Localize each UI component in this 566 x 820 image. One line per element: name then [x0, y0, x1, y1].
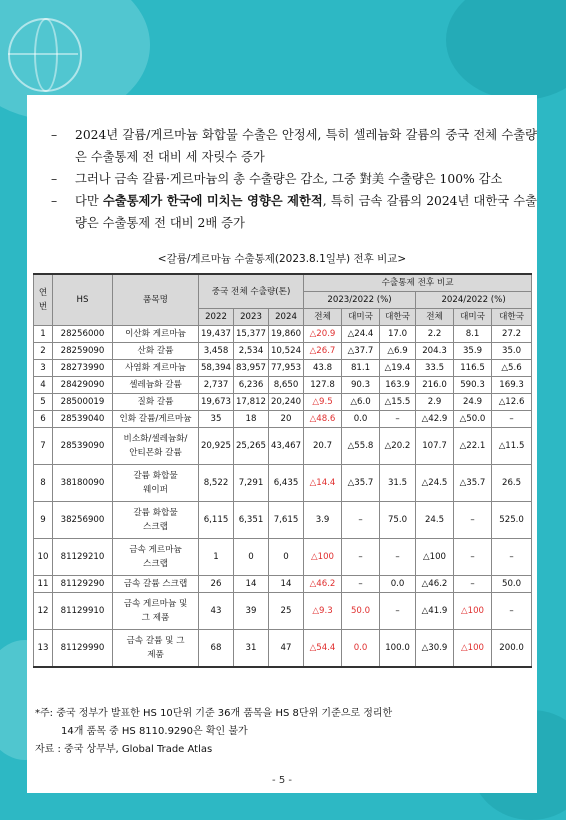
table-row: [34, 326, 532, 343]
cell-v2023: 18: [234, 411, 269, 428]
cell-a1: △100: [304, 539, 342, 576]
cell-v2022: 35: [199, 411, 234, 428]
cell-v2023: 17,812: [234, 394, 269, 411]
header-hs: HS: [53, 274, 113, 326]
cell-b2: △50.0: [454, 411, 492, 428]
cell-b1: –: [342, 502, 380, 539]
table-row: [34, 343, 532, 360]
cell-v2024: 43,467: [269, 428, 304, 465]
cell-b1: △6.0: [342, 394, 380, 411]
cell-a1: △9.3: [304, 593, 342, 630]
header-total-exports: 중국 전체 수출량(톤): [199, 274, 304, 309]
cell-v2024: 47: [269, 630, 304, 667]
cell-v2022: 19,673: [199, 394, 234, 411]
cell-v2023: 25,265: [234, 428, 269, 465]
cell-b2: △35.7: [454, 465, 492, 502]
cell-v2022: 2,737: [199, 377, 234, 394]
header-kr-2024: 대한국: [492, 309, 532, 326]
cell-a2: △100: [416, 539, 454, 576]
table-row: [34, 360, 532, 377]
header-period-2024: 2024/2022 (%): [416, 292, 532, 309]
cell-no: 2: [34, 343, 53, 360]
table-row: [34, 593, 532, 630]
cell-b2: △100: [454, 630, 492, 667]
cell-b1: 0.0: [342, 411, 380, 428]
cell-a2: 24.5: [416, 502, 454, 539]
cell-name: 금속 갈륨 스크랩: [113, 576, 199, 593]
cell-b1: △37.7: [342, 343, 380, 360]
cell-v2022: 19,437: [199, 326, 234, 343]
cell-hs: 81129910: [53, 593, 113, 630]
bullet-list: [51, 124, 537, 234]
table-row: [34, 428, 532, 465]
cell-v2024: 19,860: [269, 326, 304, 343]
cell-name: 인화 갈륨/게르마늄: [113, 411, 199, 428]
cell-a2: △41.9: [416, 593, 454, 630]
cell-hs: 28256000: [53, 326, 113, 343]
cell-hs: 28273990: [53, 360, 113, 377]
cell-v2023: 14: [234, 576, 269, 593]
cell-b1: 90.3: [342, 377, 380, 394]
cell-b1: 50.0: [342, 593, 380, 630]
cell-v2023: 0: [234, 539, 269, 576]
cell-hs: 81129290: [53, 576, 113, 593]
cell-hs: 28429090: [53, 377, 113, 394]
cell-a1: △20.9: [304, 326, 342, 343]
cell-b2: △22.1: [454, 428, 492, 465]
cell-name: 갈륨 화합물 스크랩: [113, 502, 199, 539]
cell-b2: 116.5: [454, 360, 492, 377]
cell-c2: 35.0: [492, 343, 532, 360]
cell-hs: 38256900: [53, 502, 113, 539]
cell-name: 금속 게르마늄 및 그 제품: [113, 593, 199, 630]
cell-c2: 27.2: [492, 326, 532, 343]
cell-no: 12: [34, 593, 53, 630]
cell-v2022: 20,925: [199, 428, 234, 465]
cell-v2023: 6,236: [234, 377, 269, 394]
document-page: [27, 95, 537, 793]
header-period-2023: 2023/2022 (%): [304, 292, 416, 309]
cell-name: 이산화 게르마늄: [113, 326, 199, 343]
cell-a2: 204.3: [416, 343, 454, 360]
page-number: - 5 -: [272, 775, 292, 786]
cell-hs: 81129990: [53, 630, 113, 667]
cell-b2: –: [454, 539, 492, 576]
table-note: [35, 705, 531, 759]
cell-a1: 3.9: [304, 502, 342, 539]
header-us-2024: 대미국: [454, 309, 492, 326]
cell-no: 10: [34, 539, 53, 576]
cell-a2: 2.2: [416, 326, 454, 343]
bullet-emphasis: 수출통제가 한국에 미치는 영향은 제한적: [102, 194, 323, 208]
cell-v2024: 6,435: [269, 465, 304, 502]
cell-b2: 35.9: [454, 343, 492, 360]
cell-v2024: 14: [269, 576, 304, 593]
cell-c2: –: [492, 539, 532, 576]
cell-hs: 28539040: [53, 411, 113, 428]
header-kr-2023: 대한국: [380, 309, 416, 326]
cell-a2: 216.0: [416, 377, 454, 394]
cell-v2022: 6,115: [199, 502, 234, 539]
cell-a2: 33.5: [416, 360, 454, 377]
cell-c1: 100.0: [380, 630, 416, 667]
cell-no: 6: [34, 411, 53, 428]
bullet-text: 2024년 갈륨/게르마늄 화합물 수출은 안정세, 특히 셀레늄화 갈륨의 중국 전체 수출량은 수출통제 전 대비 세 자릿수 증가: [75, 128, 537, 164]
header-year-2023: 2023: [234, 309, 269, 326]
cell-c1: △19.4: [380, 360, 416, 377]
cell-no: 11: [34, 576, 53, 593]
cell-c2: –: [492, 593, 532, 630]
cell-a2: △46.2: [416, 576, 454, 593]
cell-c2: 525.0: [492, 502, 532, 539]
cell-c2: △5.6: [492, 360, 532, 377]
cell-b1: △24.4: [342, 326, 380, 343]
cell-v2023: 83,957: [234, 360, 269, 377]
table-row: [34, 539, 532, 576]
cell-a2: △42.9: [416, 411, 454, 428]
cell-name: 갈륨 화합물 웨이퍼: [113, 465, 199, 502]
cell-c1: △15.5: [380, 394, 416, 411]
cell-b2: △100: [454, 593, 492, 630]
cell-c1: 75.0: [380, 502, 416, 539]
cell-c2: 200.0: [492, 630, 532, 667]
bullet-item: [51, 190, 537, 234]
bullet-text: , 특히 금속 갈륨의 2024년 대한국 수출량은 수출통제 전 대비 2배 증가: [75, 194, 537, 230]
table-row: [34, 502, 532, 539]
cell-no: 7: [34, 428, 53, 465]
cell-no: 3: [34, 360, 53, 377]
cell-a1: 43.8: [304, 360, 342, 377]
table-row: [34, 377, 532, 394]
cell-v2022: 1: [199, 539, 234, 576]
header-all-2024: 전체: [416, 309, 454, 326]
cell-hs: 81129210: [53, 539, 113, 576]
cell-b1: –: [342, 539, 380, 576]
cell-b1: △35.7: [342, 465, 380, 502]
cell-a1: △9.5: [304, 394, 342, 411]
header-no: 연번: [34, 274, 53, 326]
cell-v2022: 3,458: [199, 343, 234, 360]
cell-v2022: 68: [199, 630, 234, 667]
cell-v2022: 26: [199, 576, 234, 593]
bullet-item: [51, 124, 537, 168]
bullet-item: [51, 168, 537, 190]
cell-hs: 28500019: [53, 394, 113, 411]
bullet-dash: –: [51, 172, 58, 186]
cell-b1: 81.1: [342, 360, 380, 377]
table-row: [34, 411, 532, 428]
cell-b2: 24.9: [454, 394, 492, 411]
cell-b1: 0.0: [342, 630, 380, 667]
bullet-text: 그러나 금속 갈륨·게르마늄의 총 수출량은 감소, 그중 對美 수출량은 100% 감소: [75, 172, 503, 186]
cell-c2: △12.6: [492, 394, 532, 411]
cell-c1: –: [380, 411, 416, 428]
cell-c1: 31.5: [380, 465, 416, 502]
cell-v2023: 31: [234, 630, 269, 667]
background-shape: [446, 0, 566, 100]
cell-c1: –: [380, 593, 416, 630]
cell-c1: 0.0: [380, 576, 416, 593]
cell-name: 셀레늄화 갈륨: [113, 377, 199, 394]
note-line-1: *주: 중국 정부가 발표한 HS 10단위 기준 36개 품목을 HS 8단위 기준으로 정리한: [35, 708, 393, 719]
header-year-2024: 2024: [269, 309, 304, 326]
cell-name: 금속 갈륨 및 그 제품: [113, 630, 199, 667]
cell-v2024: 20: [269, 411, 304, 428]
cell-no: 1: [34, 326, 53, 343]
cell-b2: 8.1: [454, 326, 492, 343]
cell-a1: 20.7: [304, 428, 342, 465]
bullet-text: 다만: [75, 194, 103, 208]
cell-a2: 2.9: [416, 394, 454, 411]
table-row: [34, 630, 532, 667]
cell-b2: –: [454, 576, 492, 593]
cell-hs: 28259090: [53, 343, 113, 360]
cell-no: 13: [34, 630, 53, 667]
table-caption: <갈륨/게르마늄 수출통제(2023.8.1일부) 전후 비교>: [157, 253, 407, 265]
cell-v2024: 77,953: [269, 360, 304, 377]
cell-a1: △46.2: [304, 576, 342, 593]
cell-v2024: 7,615: [269, 502, 304, 539]
table-row: [34, 465, 532, 502]
cell-v2022: 58,394: [199, 360, 234, 377]
cell-v2022: 43: [199, 593, 234, 630]
header-year-2022: 2022: [199, 309, 234, 326]
cell-c1: –: [380, 539, 416, 576]
cell-name: 비소화/셀레늄화/ 안티몬화 갈륨: [113, 428, 199, 465]
cell-v2024: 10,524: [269, 343, 304, 360]
cell-v2024: 0: [269, 539, 304, 576]
cell-a2: △30.9: [416, 630, 454, 667]
cell-c1: △20.2: [380, 428, 416, 465]
source-line: 자료 : 중국 상무부, Global Trade Atlas: [35, 744, 213, 755]
cell-no: 8: [34, 465, 53, 502]
cell-hs: 38180090: [53, 465, 113, 502]
cell-c1: 17.0: [380, 326, 416, 343]
table-row: [34, 394, 532, 411]
cell-c2: 26.5: [492, 465, 532, 502]
cell-a1: 127.8: [304, 377, 342, 394]
cell-v2023: 15,377: [234, 326, 269, 343]
cell-c2: 50.0: [492, 576, 532, 593]
cell-c2: –: [492, 411, 532, 428]
cell-no: 9: [34, 502, 53, 539]
header-compare: 수출통제 전후 비교: [304, 274, 532, 292]
cell-a1: △14.4: [304, 465, 342, 502]
cell-b1: –: [342, 576, 380, 593]
cell-b2: 590.3: [454, 377, 492, 394]
cell-name: 질화 갈륨: [113, 394, 199, 411]
header-us-2023: 대미국: [342, 309, 380, 326]
bullet-dash: –: [51, 128, 58, 142]
header-all-2023: 전체: [304, 309, 342, 326]
cell-v2023: 2,534: [234, 343, 269, 360]
cell-v2024: 25: [269, 593, 304, 630]
cell-c2: 169.3: [492, 377, 532, 394]
cell-v2024: 20,240: [269, 394, 304, 411]
cell-v2023: 7,291: [234, 465, 269, 502]
cell-b1: △55.8: [342, 428, 380, 465]
cell-a2: △24.5: [416, 465, 454, 502]
cell-no: 5: [34, 394, 53, 411]
table-row: [34, 576, 532, 593]
cell-c1: 163.9: [380, 377, 416, 394]
globe-icon: [8, 18, 82, 92]
cell-hs: 28539090: [53, 428, 113, 465]
cell-name: 금속 게르마늄 스크랩: [113, 539, 199, 576]
cell-c1: △6.9: [380, 343, 416, 360]
cell-a1: △26.7: [304, 343, 342, 360]
cell-a1: △48.6: [304, 411, 342, 428]
cell-b2: –: [454, 502, 492, 539]
cell-no: 4: [34, 377, 53, 394]
export-control-table: [33, 273, 532, 668]
cell-a1: △54.4: [304, 630, 342, 667]
bullet-dash: –: [51, 194, 58, 208]
header-name: 품목명: [113, 274, 199, 326]
cell-v2024: 8,650: [269, 377, 304, 394]
cell-name: 사염화 게르마늄: [113, 360, 199, 377]
cell-c2: △11.5: [492, 428, 532, 465]
cell-name: 산화 갈륨: [113, 343, 199, 360]
cell-v2022: 8,522: [199, 465, 234, 502]
note-line-2: 14개 품목 중 HS 8110.9290은 확인 불가: [61, 726, 248, 737]
cell-v2023: 6,351: [234, 502, 269, 539]
cell-a2: 107.7: [416, 428, 454, 465]
cell-v2023: 39: [234, 593, 269, 630]
